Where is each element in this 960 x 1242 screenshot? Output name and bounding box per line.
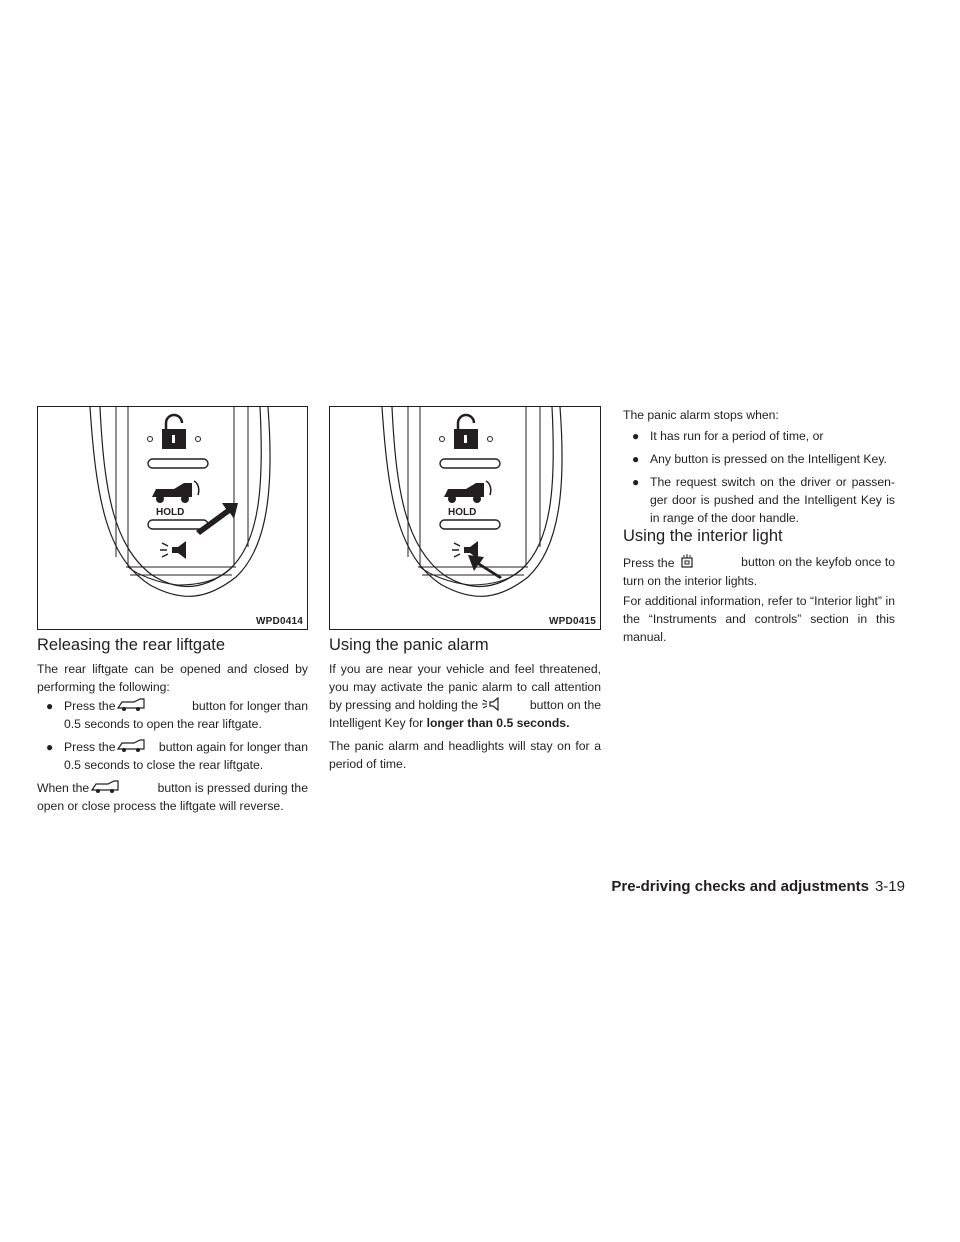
keyfob-figure-liftgate	[37, 406, 308, 630]
hold-label: HOLD	[448, 507, 477, 518]
section-heading: Releasing the rear liftgate	[37, 636, 226, 654]
page-number: 3-19	[874, 878, 905, 895]
hold-label: HOLD	[156, 507, 185, 518]
bullet: ●	[632, 429, 640, 443]
list-item: Press the button again for longer than 0.5 seconds to close the rear liftgate.	[64, 740, 308, 772]
bullet: ●	[46, 740, 54, 754]
paragraph: When the button is pressed during the open or close process the liftgate will reverse.	[37, 781, 308, 813]
figure-id: WPD0414	[256, 616, 303, 627]
keyfob-illustration	[330, 407, 601, 630]
paragraph: For additional information, refer to “Interior light” in the “Instruments and controls” section in this manual.	[623, 594, 895, 644]
list-item: Press the button for longer than 0.5 seconds to open the rear liftgate.	[64, 699, 308, 731]
paragraph: If you are near your vehicle and feel threatened, you may activate the panic alarm to call attention by pressing and holding the button on the Intelligent Key for longer than 0.5 seconds.	[329, 662, 601, 730]
arrow-icon	[196, 503, 238, 535]
liftgate-icon	[116, 698, 146, 712]
bullet: ●	[632, 475, 640, 489]
paragraph: The panic alarm stops when:	[623, 408, 779, 422]
page-footer	[611, 878, 905, 895]
bullet: ●	[632, 452, 640, 466]
bullet: ●	[46, 699, 54, 713]
liftgate-icon	[90, 780, 120, 794]
section-heading: Using the interior light	[623, 527, 783, 545]
liftgate-icon	[116, 739, 146, 753]
paragraph: Press the button on the keyfob once to turn on the interior lights.	[623, 555, 895, 588]
interior-light-icon	[679, 553, 695, 569]
figure-id: WPD0415	[549, 616, 596, 627]
list-item: Any button is pressed on the Intelligent Key.	[650, 452, 887, 466]
list-item: The request switch on the driver or passen-ger door is pushed and the Intelligent Key is in range of the door handle.	[650, 475, 895, 525]
section-heading: Using the panic alarm	[329, 636, 489, 654]
footer-section: Pre-driving checks and adjustments	[611, 878, 869, 895]
keyfob-illustration	[38, 407, 308, 630]
keyfob-figure-panic	[329, 406, 601, 630]
panic-icon	[482, 697, 502, 711]
list-item: It has run for a period of time, or	[650, 429, 824, 443]
paragraph: The panic alarm and headlights will stay on for a period of time.	[329, 739, 601, 771]
intro-paragraph: The rear liftgate can be opened and closed by performing the following:	[37, 662, 308, 694]
